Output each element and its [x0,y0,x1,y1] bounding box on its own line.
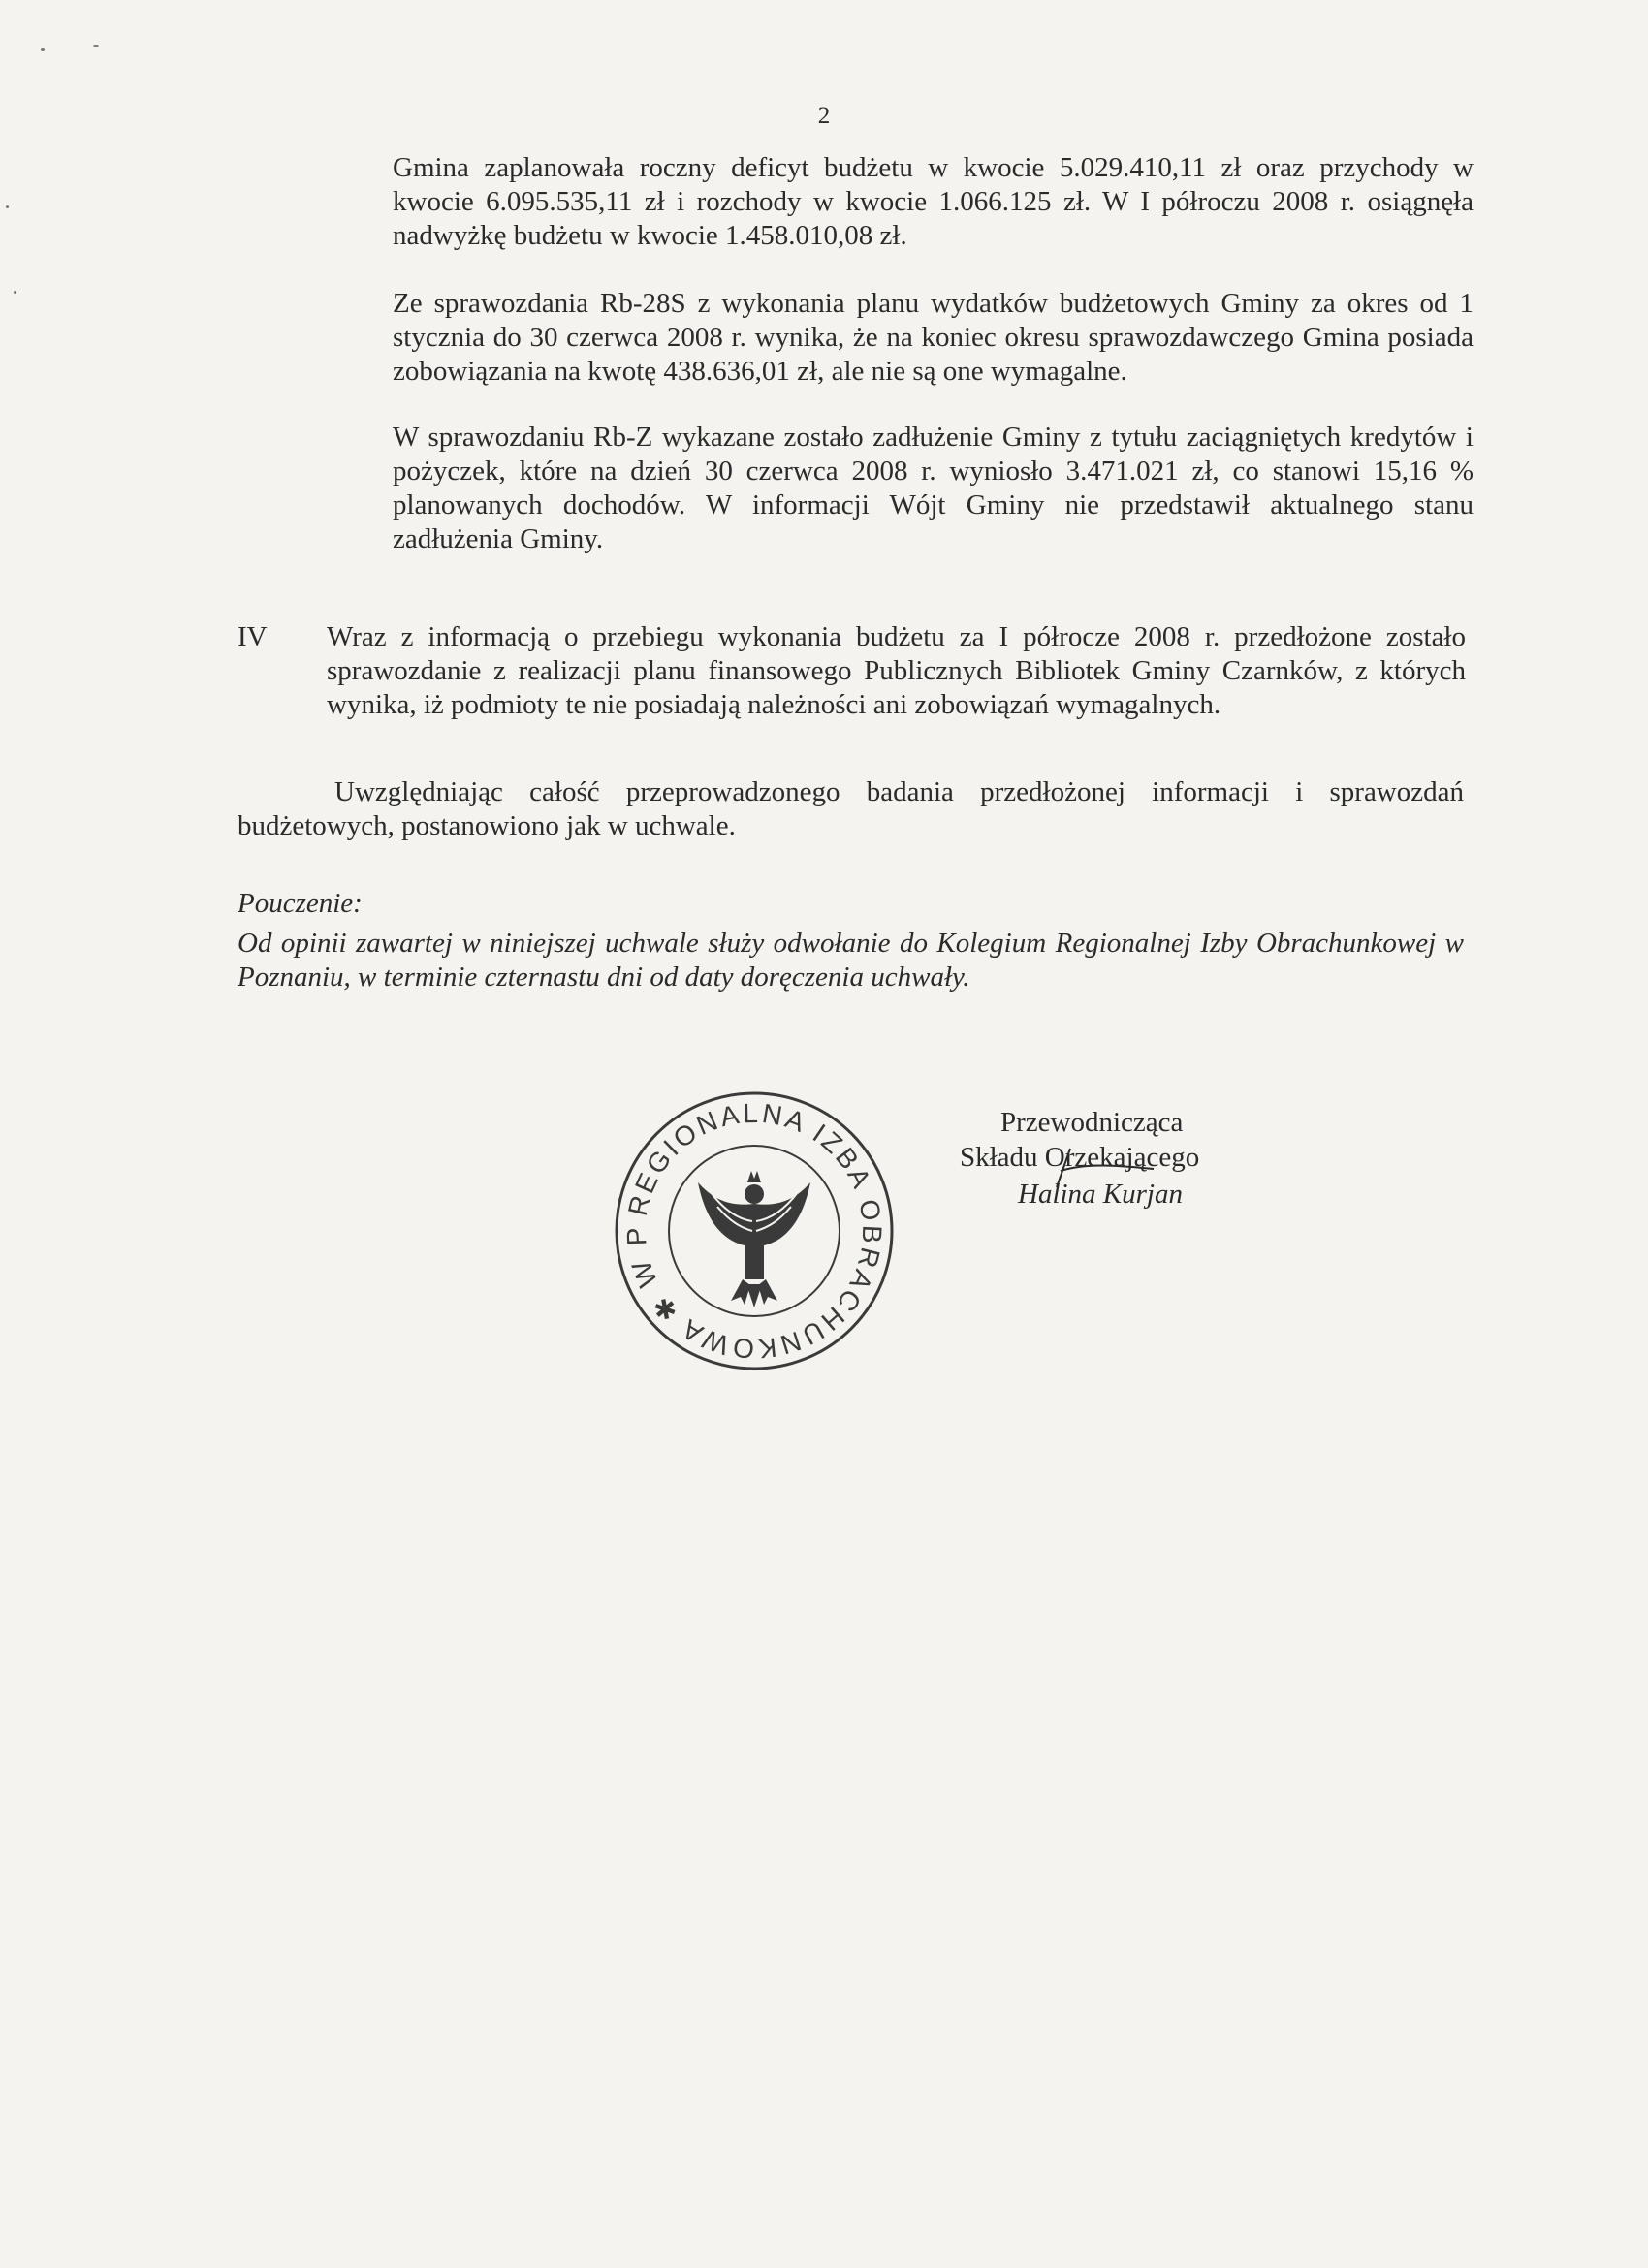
signature-block [960,1105,1270,1212]
scan-speck [41,48,45,51]
paragraph-liabilities: Ze sprawozdania Rb-28S z wykonania planu wydatków budżetowych Gminy za okres od 1 stycznia do 30 czerwca 2008 r. wynika, że na koniec okresu sprawozdawczego Gmina posiada zobowiązania na kwotę 438.636,01 zł, ale nie są one wymagalne. [393,288,1474,387]
signature-name: Halina Kurjan [1018,1179,1183,1210]
page-number: 2 [817,103,831,129]
handwritten-signature-icon [1037,1144,1173,1192]
paragraph-conclusion: Uwzględniając całość przeprowadzonego badania przedłożonej informacji i sprawozdań budżetowych, postanowiono jak w uchwale. [238,776,1464,841]
official-stamp [609,1086,900,1376]
scan-speck [93,45,99,47]
scan-speck [6,205,9,208]
signature-role-line1: Przewodnicząca [1000,1107,1184,1138]
section-text: Wraz z informacją o przebiegu wykonania budżetu za I półrocze 2008 r. przedłożone zostało sprawozdanie z realizacji planu finansowego Publicznych Bibliotek Gminy Czarnków, z których wynika, iż podmioty te nie posiadają należności ani zobowiązań wymagalnych. [327,621,1466,720]
pouczenie-text: Od opinii zawartej w niniejszej uchwale służy odwołanie do Kolegium Regionalnej Izby Obrachunkowej w Poznaniu, w terminie czternastu dni od daty doręczenia uchwały. [238,928,1464,992]
svg-text:REGIONALNA IZBA OBRACHUNKOWA ✱: REGIONALNA IZBA OBRACHUNKOWA ✱ W P [620,1097,888,1365]
pouczenie-title: Pouczenie: [238,888,363,919]
eagle-emblem-icon [609,1086,900,1376]
section-number: IV [238,621,268,652]
paragraph-deficit: Gmina zaplanowała roczny deficyt budżetu w kwocie 5.029.410,11 zł oraz przychody w kwocie 6.095.535,11 zł i rozchody w kwocie 1.066.125 zł. W I półroczu 2008 r. osiągnęła nadwyżkę budżetu w kwocie 1.458.010,08 zł. [393,152,1474,251]
scan-speck [14,291,16,294]
paragraph-debt: W sprawozdaniu Rb-Z wykazane zostało zadłużenie Gminy z tytułu zaciągniętych kredytów i pożyczek, które na dzień 30 czerwca 2008 r. wyniosło 3.471.021 zł, co stanowi 15,16 % planowanych dochodów. W informacji Wójt Gminy nie przedstawił aktualnego stanu zadłużenia Gminy. [393,422,1474,554]
signature-role-line2: Składu Orzekającego [960,1142,1200,1173]
